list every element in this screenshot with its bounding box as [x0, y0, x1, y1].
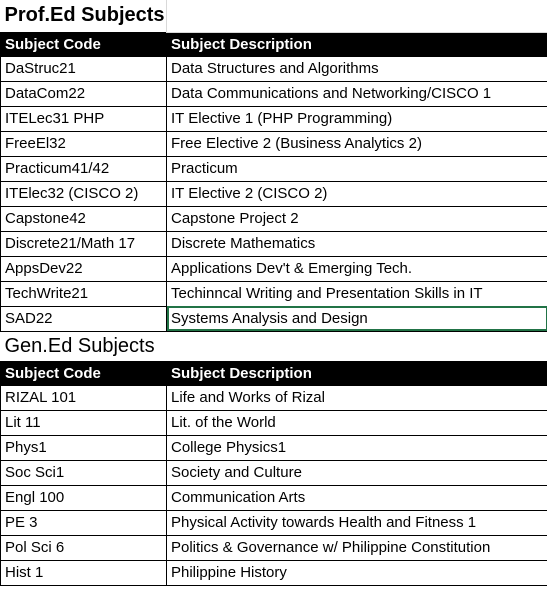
header-subject-description[interactable]: Subject Description: [167, 361, 547, 385]
subject-code-cell[interactable]: RIZAL 101: [1, 385, 167, 410]
subject-description-cell[interactable]: Politics & Governance w/ Philippine Constitution: [167, 535, 547, 560]
subject-description-cell[interactable]: Philippine History: [167, 560, 547, 585]
table-row: [1, 435, 547, 460]
selected-cell[interactable]: Systems Analysis and Design: [167, 306, 547, 331]
subject-description-cell[interactable]: Techinncal Writing and Presentation Skills in IT: [167, 281, 547, 306]
table-row: [1, 156, 547, 181]
subject-code-cell[interactable]: DaStruc21: [1, 56, 167, 81]
subject-description-cell[interactable]: Communication Arts: [167, 485, 547, 510]
prof-ed-title[interactable]: Prof.Ed Subjects: [4, 4, 165, 27]
subject-code-cell[interactable]: Engl 100: [1, 485, 167, 510]
subject-code-cell[interactable]: Lit 11: [1, 410, 167, 435]
subject-code-cell[interactable]: ITELec31 PHP: [1, 106, 167, 131]
subject-description-cell[interactable]: Physical Activity towards Health and Fitness 1: [167, 510, 547, 535]
table-row: [1, 181, 547, 206]
subject-description-cell[interactable]: College Physics1: [167, 435, 547, 460]
table-row: [1, 56, 547, 81]
table-row: [1, 410, 547, 435]
gen-ed-title[interactable]: Gen.Ed Subjects: [4, 334, 155, 357]
header-subject-code[interactable]: Subject Code: [1, 32, 167, 56]
subject-description-cell[interactable]: Capstone Project 2: [167, 206, 547, 231]
subject-description-cell[interactable]: Data Communications and Networking/CISCO 1: [167, 81, 547, 106]
subject-description-cell[interactable]: Practicum: [167, 156, 547, 181]
subject-description-cell[interactable]: IT Elective 1 (PHP Programming): [167, 106, 547, 131]
gen-ed-title-row: [1, 331, 547, 361]
table-row: [1, 131, 547, 156]
subject-code-cell[interactable]: Discrete21/Math 17: [1, 231, 167, 256]
subject-code-cell[interactable]: PE 3: [1, 510, 167, 535]
table-row: [1, 231, 547, 256]
subject-description-cell[interactable]: Society and Culture: [167, 460, 547, 485]
prof-ed-header-row: [1, 32, 547, 56]
subject-code-cell[interactable]: ITElec32 (CISCO 2): [1, 181, 167, 206]
subject-code-cell[interactable]: Phys1: [1, 435, 167, 460]
subject-code-cell[interactable]: DataCom22: [1, 81, 167, 106]
table-row: [1, 560, 547, 585]
empty-cell[interactable]: [167, 0, 547, 32]
subject-description-cell[interactable]: Free Elective 2 (Business Analytics 2): [167, 131, 547, 156]
table-row: [1, 535, 547, 560]
subject-code-cell[interactable]: Hist 1: [1, 560, 167, 585]
subject-description-cell[interactable]: IT Elective 2 (CISCO 2): [167, 181, 547, 206]
header-subject-description[interactable]: Subject Description: [167, 32, 547, 56]
subject-code-cell[interactable]: SAD22: [1, 306, 167, 331]
prof-ed-title-row: [1, 0, 547, 32]
subject-description-cell[interactable]: Lit. of the World: [167, 410, 547, 435]
table-row: [1, 106, 547, 131]
subject-code-cell[interactable]: TechWrite21: [1, 281, 167, 306]
table-row: [1, 256, 547, 281]
subject-code-cell[interactable]: Soc Sci1: [1, 460, 167, 485]
empty-cell[interactable]: [167, 331, 547, 361]
subject-description-cell[interactable]: Data Structures and Algorithms: [167, 56, 547, 81]
table-row: [1, 510, 547, 535]
subject-code-cell[interactable]: Capstone42: [1, 206, 167, 231]
subject-description-cell[interactable]: Discrete Mathematics: [167, 231, 547, 256]
subject-code-cell[interactable]: AppsDev22: [1, 256, 167, 281]
table-row: [1, 385, 547, 410]
table-row: [1, 81, 547, 106]
table-row: [1, 281, 547, 306]
table-row: [1, 206, 547, 231]
subject-code-cell[interactable]: Pol Sci 6: [1, 535, 167, 560]
table-row: [1, 460, 547, 485]
subject-code-cell[interactable]: Practicum41/42: [1, 156, 167, 181]
table-row: [1, 306, 547, 331]
subject-description-cell[interactable]: Applications Dev't & Emerging Tech.: [167, 256, 547, 281]
gen-ed-header-row: [1, 361, 547, 385]
header-subject-code[interactable]: Subject Code: [1, 361, 167, 385]
subject-description-cell[interactable]: Life and Works of Rizal: [167, 385, 547, 410]
subject-code-cell[interactable]: FreeEl32: [1, 131, 167, 156]
table-row: [1, 485, 547, 510]
